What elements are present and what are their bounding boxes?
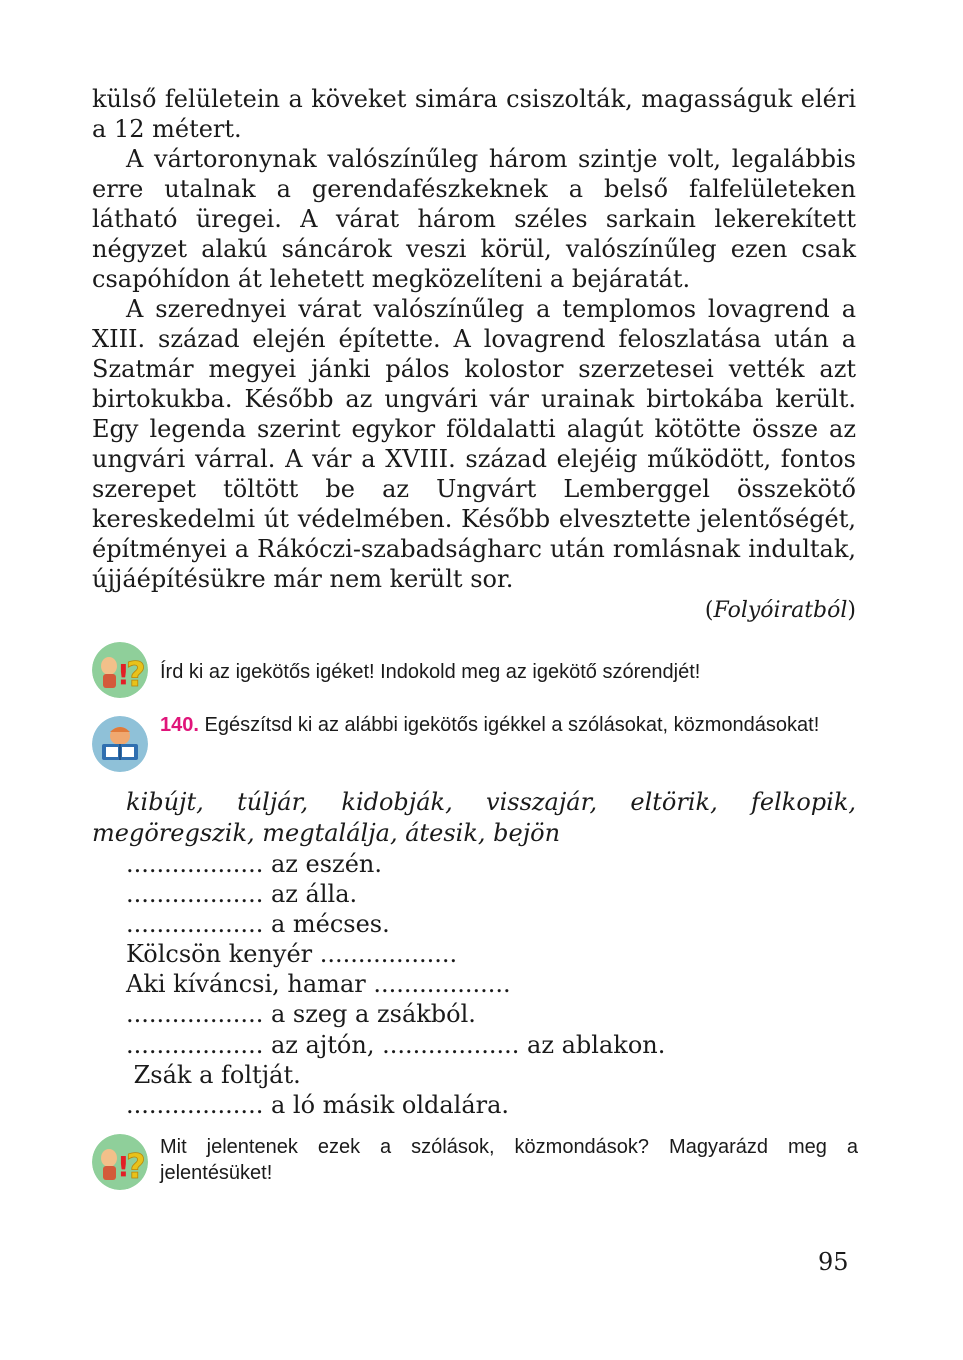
source-title: Folyóiratból (713, 598, 848, 623)
task-question-2 (92, 1134, 858, 1194)
svg-text:?: ? (126, 1147, 146, 1187)
task-number: 140. (160, 714, 199, 736)
exercise-line: .................. a szeg a zsákból. (126, 1000, 476, 1029)
verb-word-list: kibújt, túljár, kidobják, visszajár, eltörik, felkopik, megöregszik, megtalálja, átesik, bejön (92, 788, 856, 847)
question-icon (92, 1134, 148, 1190)
question-icon (92, 642, 148, 698)
exercise-lines (126, 849, 856, 1120)
exercise-line: .................. a mécses. (126, 910, 390, 939)
reading-child-icon (92, 716, 148, 772)
task-140 (92, 712, 858, 778)
paragraph-3: A szerednyei várat valószínűleg a templomos lovagrend a XIII. század elején építette. A lovagrend feloszlatása után a Szatmár megyei jánki pálos kolostor szerzetesei vették azt birtokukba. Később az ungvári vár urainak birtokába került. Egy legenda szerint egykor földalatti alagút kötötte össze az ungvári várral. A vár a XVIII. század elejéig működött, fontos szerepet töltött be az Ungvárt Lemberggel összekötő kereskedelmi út védelmében. Később elvesztette jelentőségét, építményei a Rákóczi-szabadságharc után romlásnak indultak, újjáépítésükre már nem került sor. (92, 295, 856, 593)
svg-text:!: ! (117, 1150, 130, 1183)
exercise-line: Kölcsön kenyér .................. (126, 940, 458, 969)
exercise-line: .................. a ló másik oldalára. (126, 1090, 510, 1119)
svg-text:!: ! (117, 658, 130, 691)
source-citation: (Folyóiratból) (704, 598, 856, 623)
svg-text:?: ? (126, 655, 146, 695)
exercise-line: Zsák a foltját. (126, 1060, 301, 1089)
task-140-text: 140. Egészítsd ki az alábbi igekötős igékkel a szólásokat, közmondásokat! (160, 714, 820, 736)
exercise-line: .................. az eszén. (126, 850, 382, 878)
page-number: 95 (818, 1248, 849, 1276)
exercise-line: Aki kíváncsi, hamar .................. (126, 970, 511, 999)
paragraph-2: A vártoronynak valószínűleg három szintje volt, legalábbis erre utalnak a gerendafészkeknek a belső falfelületeken látható üregei. A várat három széles sarkain lekerekített négyzet alakú sáncárok veszi körül, valószínűleg ezen csak csapóhídon át lehetett megközelíteni a bejáratát. (92, 145, 856, 293)
task-question-1 (92, 642, 858, 702)
exercise-line: .................. az ajtón, .................. az ablakon. (126, 1030, 666, 1059)
paragraph-1: külső felületein a köveket simára csiszolták, magasságuk eléri a 12 métert. (92, 85, 856, 143)
reading-text (92, 84, 856, 594)
exercise-line: .................. az álla. (126, 880, 358, 909)
task-1-text: Írd ki az igekötős igéket! Indokold meg az igekötő szórendjét! (160, 661, 701, 683)
task-3-text: Mit jelentenek ezek a szólások, közmondások? Magyarázd meg a jelentésüket! (160, 1136, 858, 1184)
